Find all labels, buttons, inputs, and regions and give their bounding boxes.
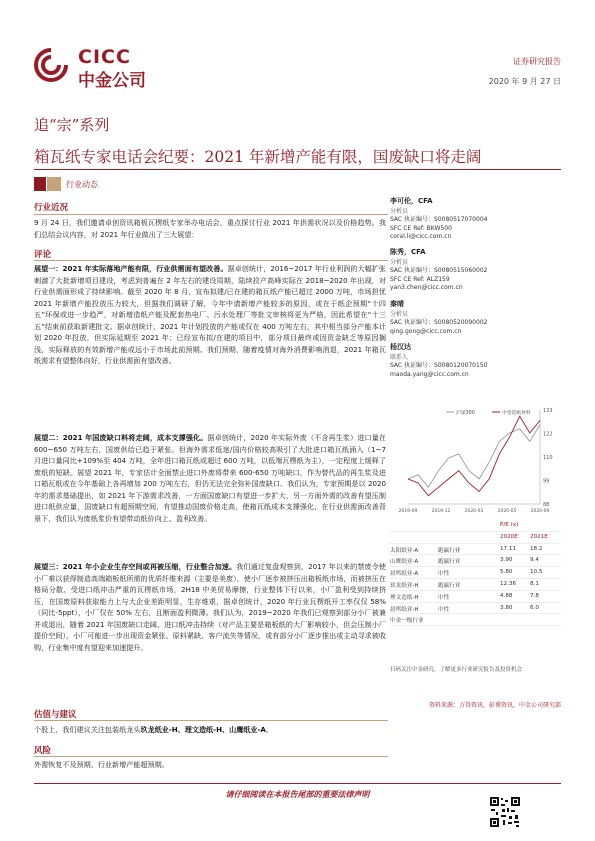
outlook-1-text: 据卓创统计，2016~2017 年行业利润的大幅扩张刺激了大批新增项目建设，考虑到普遍在 2 年左右的建设周期，陆续投产高峰实际在 2018~2020 年出现，对行业供需面形成了持续影响。截至 2020 年 8 月，宣布拟建/已在建的箱瓦纸产能已超过 2000 万吨，市场担忧 2021 年新增产能投放压力较大，但据我们调研了解，今年中请新增产能较多的原因，或在于纸企预期“十四五”环保或进一步趋严，对新增造纸产能及配套热电厂、污水处理厂等批文审核将更为严格，因此希望在“十三五”结束前获取新建批文。据卓创统计，2021 年计划投放的产能或仅在 400 万吨左右，其中相当部分产能本计划 2020 年投放，但实际延期至 2021 年；已经宣布拟/在建的项目中，部分项目最终或因资金缺乏等原因搁浅，实际释放的有效新增产能或远小于市场此前预期。我们预期，随着疫情对海外消费影响消退，2021 年箱瓦纸需求有望整体向好，行业供需面有望改善。 [34,264,386,365]
table-cell: 跑赢行业 [438,582,461,589]
section-rule [34,720,388,721]
outlook-2-text: 据卓创统计，2020 年实际外废（不含再生浆）进口量在 600~650 万吨左右，国废供给已趋于紧张。但海外需求低迷/国内价格较高吸引了大批进口箱瓦纸涌入（1~7 月进口量同比+109%至 404 万吨，全年进口箱瓦纸或超过 600 万吨，以低端瓦楞纸为主），一定程度上缓释了废纸的短缺。展望 2021 年，专家估计全面禁止进口外废将带来 600-650 万吨缺口，作为替代品的再生浆及进口箱瓦纸或在今年基础上各再增加 200 万吨左右，但仍无法完全弥补国废缺口。我们认为，专家预期是以 2020 年的需求基础提出，如 2021 年下游需求改善，一方面国废缺口有望进一步扩大，另一方面外需的改善有望压制进口纸供应量，国废缺口有超预期空间，有望推动国废价格走高，使箱瓦纸成本支撑强化，在行业供需面改善背景下，我们认为废纸浆价有望带动纸价向上、盈利改善。 [34,433,386,523]
qr-note: 扫码关注中金研究，了解更多行业研究报告及投资机会 [390,667,523,673]
table-cell: 5.80 [500,569,513,576]
title-divider [34,169,561,170]
analyst-email[interactable]: yan3.chen@cicc.com.cn [390,284,463,292]
analyst-sac: SAC 执证编号：S0080520090002 [390,319,488,327]
y-tick-label: 122 [543,431,553,438]
section-head-recent: 行业近况 [34,203,69,213]
table-cell: 山鹰纸业-A [390,559,419,566]
tag-block-dark [34,177,46,191]
y-tick-label: 88 [543,502,550,508]
table-cell: 7.8 [530,592,539,599]
table-cell: 12.36 [500,580,517,587]
valuation-pre: 个股上，我们建议关注包装纸龙头 [34,725,141,734]
table-row [390,591,561,603]
table-cell: 10.5 [530,569,543,576]
table-cell: 太阳纸业-A [390,547,419,554]
performance-chart [390,400,561,520]
section-rule [34,214,388,215]
section-head-risk: 风险 [34,746,52,756]
valuation-stocks: 玖龙纸业-H、理文造纸-H、山鹰纸业-A [140,725,266,734]
analyst-sfc: SFC CE Ref: BKW500 [390,224,452,232]
valuation-paragraph [34,724,386,736]
table-cell: 中金一级行业 [390,618,424,625]
recent-paragraph: 9 月 24 日，我们邀请卓创资讯箱板瓦楞纸专家举办电话会，重点探讨行业 2021 年供需状况以及价格趋势。我们总结会议内容，对 2021 年行业做出了三大展望： [34,218,386,239]
table-cell: 4.88 [500,592,513,599]
table-cell: 理文造纸-H [390,594,419,601]
analyst-sac: SAC 执证编号：S0080515060002 [390,267,488,275]
series-line [408,416,540,495]
table-cell: 8.1 [530,580,539,587]
section-rule [34,756,388,757]
legal-disclaimer: 请仔细阅读在本报告尾部的重要法律声明 [225,790,370,799]
footer-divider [34,783,561,784]
page-title: 箱瓦纸专家电话会纪要：2021 年新增产能有限，国废缺口将走阔 [34,148,482,166]
analyst-role: 联系人 [390,353,409,361]
analyst-name: 秦晴 [390,300,404,308]
legend-label: 中金造纸材料 [502,411,531,416]
x-tick-label: 2020-09 [530,509,550,514]
analyst-role: 分析员 [390,207,409,215]
outlook-3-lead: 展望三：2021 年小企业生存空间或再被压缩，行业整合加速。 [34,562,237,571]
risk-paragraph: 外需恢复不及预期、行业新增产能超预期。 [34,760,169,769]
outlook-2-lead: 展望二：2021 年国废缺口料将走阔，成本支撑强化。 [34,433,208,442]
series-line [408,425,540,488]
table-cell: 中性 [438,571,450,578]
table-cell: 3.80 [500,604,513,611]
analyst-name: 李可伦，CFA [390,197,433,205]
table-cell: 晨鸣纸业-A [390,571,419,578]
table-row [390,567,561,579]
table-cell: 3.90 [500,557,513,564]
tag-block-light [47,177,61,191]
cicc-logo-icon [34,48,68,82]
report-type: 证券研究报告 [513,57,561,66]
analyst-email[interactable]: qing.gong@cicc.com.cn [390,327,462,335]
analyst-card [390,343,561,379]
table-header-cell: 2020E [500,533,518,540]
analyst-email[interactable]: maoda.yang@cicc.com.cn [390,370,469,378]
section-head-review: 评论 [34,250,52,260]
outlook-3-text: 我们通过复盘观察到，2017 年以来的禁废令使小厂难以获得制造高端箱板纸所需的优质纤维来源（主要是美废），使小厂逐步被挤压出箱板纸市场，而被挤压在格局分散、受进口纸冲击严重的瓦楞纸市场，2H18 中美贸易摩擦，行业整体下行以来，小厂盈利受到持续挤压，在国废原料获取能力上与大企业差距明显，生存维艰，据卓创统计，2020 年行业瓦楞纸开工率仅仅 58%（同比-5ppt），小厂仅在 50% 左右，且断面盈利微薄。我们认为，2019~2020 年我们已观察到部分小厂被兼并或退出，随着 2021 年国废缺口走阔、进口纸冲击持续（对产品主要是箱板纸的大厂影响较小，但会压制小厂提价空间），小厂可能进一步出现资金紧张、原料紧缺、客户流失等情况，或有部分小厂逐步推出或主动寻求被收购，行业集中度有望迎来加速提升。 [34,562,386,652]
valuation-post: 。 [265,725,274,734]
table-row [390,555,561,567]
table-row [390,603,561,615]
table-cell: 晨鸣纸业-H [390,606,419,613]
table-cell: 6.0 [530,604,539,611]
outlook-paragraph-3 [34,561,386,653]
logo-en: CICC [78,46,131,68]
x-tick-label: 2019-09 [398,509,418,514]
analyst-name: 陈秀，CFA [390,248,426,256]
analyst-sac: SAC 执证编号：S0080517070004 [390,216,488,224]
x-tick-label: 2020-03 [464,509,484,514]
source-note: 资料来源：万得资讯，彭博资讯，中金公司研究部 [428,702,561,709]
analyst-role: 分析员 [390,310,409,318]
y-tick-label: 99 [543,478,550,485]
section-head-valuation: 估值与建议 [34,710,77,720]
y-tick-label: 110 [543,455,553,461]
table-row [390,579,561,591]
y-tick-label: 133 [543,408,553,414]
legend-label: 沪深300 [456,411,475,416]
analyst-sac: SAC 执证编号：S0080120070150 [390,362,488,370]
analyst-sfc: SFC CE Ref: ALZ159 [390,275,450,283]
table-row [390,614,561,626]
outlook-1-lead: 展望一：2021 年实际落地产能有限，行业供需面有望改善。 [34,264,228,273]
valuation-table [390,520,561,626]
tag-label: 行业动态 [66,180,98,189]
report-header-right [489,56,561,87]
report-date: 2020 年 9 月 27 日 [488,77,561,86]
table-cell: 中性 [438,606,450,613]
analyst-email[interactable]: coral.li@cicc.com.cn [390,233,452,241]
category-tag [34,177,561,191]
analyst-name: 杨汉达 [390,343,411,351]
outlook-paragraph-1 [34,263,386,367]
table-cell: 玖龙纸业-H [390,582,419,589]
analyst-card [390,300,561,336]
logo-cn: 中金公司 [78,71,146,91]
table-cell: 跑赢行业 [438,547,461,554]
table-header [390,520,561,532]
table-header-cell: 2021E [530,533,548,540]
analyst-card [390,248,561,293]
table-cell: 18.2 [530,545,543,552]
qr-code-icon[interactable] [489,796,521,828]
table-cell: 中性 [438,594,450,601]
table-subheader [390,532,561,544]
table-cell: 跑赢行业 [438,559,461,566]
section-rule [34,260,388,261]
outlook-paragraph-2 [34,432,386,524]
table-cell: 9.4 [530,557,539,564]
analyst-card [390,197,561,242]
x-tick-label: 2020-05 [497,509,517,514]
table-header-cell: P/E (x) [500,522,519,528]
table-row [390,544,561,556]
series-name: 追“宗”系列 [34,116,110,134]
analyst-role: 分析员 [390,258,409,266]
cicc-logo [34,44,174,90]
table-cell: 17.11 [500,545,517,552]
x-tick-label: 2019-12 [431,509,451,514]
